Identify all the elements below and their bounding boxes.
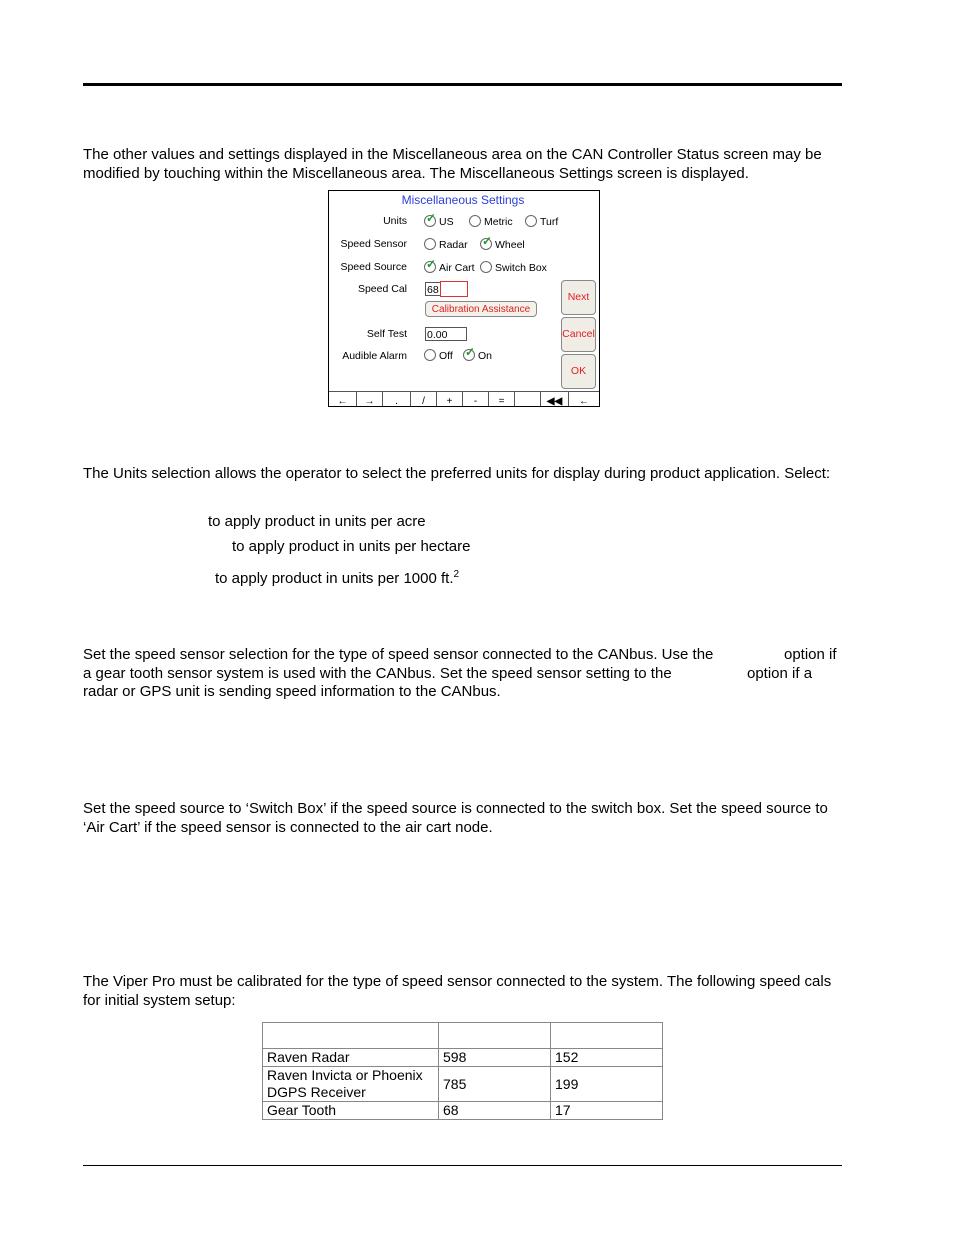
table-row: [263, 1067, 663, 1102]
self-test-label: Self Test: [366, 328, 407, 340]
cancel-button[interactable]: Cancel: [561, 317, 596, 352]
radio-checked-icon: ✓: [426, 211, 437, 225]
footer-rule: [83, 1165, 842, 1166]
calibration-assistance-button[interactable]: Calibration Assistance: [425, 301, 537, 317]
back-key[interactable]: ◀◀: [541, 392, 569, 407]
speed-source-paragraph: Set the speed source to ‘Switch Box’ if the speed source is connected to the switch box. Set the speed source to ‘Air Cart’ if the speed sensor is connected to the air cart node.: [83, 800, 828, 836]
units-metric-option[interactable]: Metric: [469, 215, 513, 228]
minus-key[interactable]: -: [463, 392, 489, 407]
radio-checked-icon: ✓: [482, 234, 493, 248]
screen-title: Miscellaneous Settings: [401, 193, 525, 207]
radio-checked-icon: ✓: [426, 257, 437, 271]
table-cell: Raven Invicta or Phoenix DGPS Receiver: [263, 1067, 439, 1102]
units-turf-option[interactable]: Turf: [525, 215, 558, 228]
speed-cal-table: [262, 1022, 663, 1120]
radio-checked-icon: ✓: [465, 345, 476, 359]
speed-sensor-paragraph-wheel-note: option if: [784, 646, 837, 663]
speed-cal-edit-box[interactable]: [440, 281, 468, 297]
speed-sensor-paragraph-line1: Set the speed sensor selection for the type of speed sensor connected to the CANbus. Use the: [83, 646, 714, 663]
speed-sensor-label: Speed Sensor: [340, 238, 407, 250]
next-button[interactable]: Next: [561, 280, 596, 315]
units-turf-description: to apply product in units per 1000 ft.$^2$: [215, 569, 460, 587]
intro-paragraph: The other values and settings displayed in the Miscellaneous area on the CAN Controller Status screen may be modified by touching within the Miscellaneous area. The Miscellaneous Settings screen is displayed.: [83, 146, 822, 182]
speed-sensor-paragraph-radar-note: option if a: [747, 665, 813, 682]
speed-sensor-wheel-option[interactable]: ✓ Wheel: [482, 234, 525, 251]
units-us-option[interactable]: ✓ US: [426, 211, 454, 228]
table-cell: 68: [439, 1102, 551, 1120]
speed-source-switch-box-option[interactable]: Switch Box: [480, 261, 547, 274]
slash-key[interactable]: /: [411, 392, 437, 407]
radio-icon: [525, 215, 537, 227]
table-cell: Raven Radar: [263, 1049, 439, 1067]
period-key[interactable]: .: [383, 392, 411, 407]
speed-cal-label: Speed Cal: [357, 283, 407, 295]
units-paragraph: The Units selection allows the operator to select the preferred units for display during product application. Select:: [83, 465, 831, 482]
blank-key[interactable]: [515, 392, 541, 407]
audible-alarm-label: Audible Alarm: [342, 350, 407, 362]
right-arrow-key[interactable]: →: [357, 392, 383, 407]
audible-alarm-off-option[interactable]: Off: [424, 349, 453, 362]
radio-icon: [480, 261, 492, 273]
keypad-bar: [329, 391, 599, 407]
speed-sensor-paragraph-line3: radar or GPS unit is sending speed information to the CANbus.: [83, 683, 501, 700]
speed-sensor-radar-option[interactable]: Radar: [424, 238, 468, 251]
table-cell: 199: [551, 1067, 663, 1102]
units-label: Units: [383, 215, 407, 227]
radio-icon: [424, 349, 436, 361]
backspace-key[interactable]: ←: [579, 396, 589, 407]
table-cell: 152: [551, 1049, 663, 1067]
speed-cal-input[interactable]: 68: [425, 282, 441, 296]
self-test-input[interactable]: 0.00: [425, 327, 467, 341]
units-us-description: to apply product in units per acre: [208, 513, 426, 530]
table-row: [263, 1102, 663, 1120]
speed-sensor-paragraph-line2: a gear tooth sensor system is used with the CANbus. Set the speed sensor setting to the: [83, 665, 672, 682]
table-row: [263, 1049, 663, 1067]
miscellaneous-settings-screen: [328, 190, 600, 407]
table-header-row: [263, 1023, 663, 1049]
speed-cal-paragraph: The Viper Pro must be calibrated for the type of speed sensor connected to the system. The following speed cals for initial system setup:: [83, 973, 832, 1009]
audible-alarm-on-option[interactable]: ✓ On: [465, 345, 493, 362]
speed-source-label: Speed Source: [340, 261, 407, 273]
equals-key[interactable]: =: [489, 392, 515, 407]
ok-button[interactable]: OK: [561, 354, 596, 389]
table-cell: 598: [439, 1049, 551, 1067]
plus-key[interactable]: +: [437, 392, 463, 407]
units-metric-description: to apply product in units per hectare: [232, 538, 471, 555]
radio-icon: [424, 238, 436, 250]
table-cell: 17: [551, 1102, 663, 1120]
table-cell: 785: [439, 1067, 551, 1102]
speed-source-air-cart-option[interactable]: ✓ Air Cart: [426, 257, 475, 274]
left-arrow-key[interactable]: ←: [329, 392, 357, 407]
radio-icon: [469, 215, 481, 227]
table-cell: Gear Tooth: [263, 1102, 439, 1120]
header-rule: [83, 83, 842, 86]
